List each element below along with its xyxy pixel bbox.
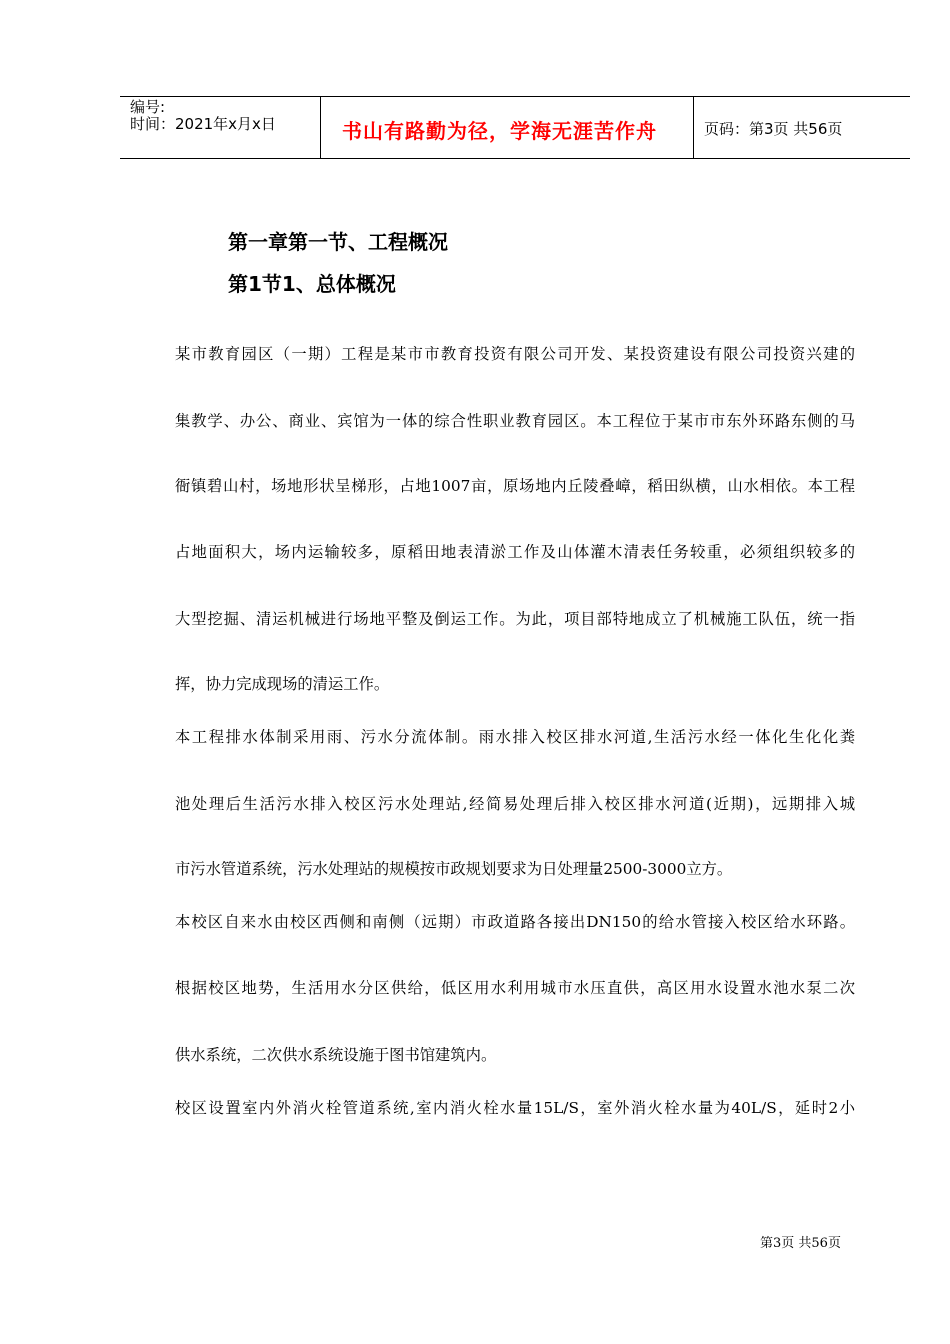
body-line: 池处理后生活污水排入校区污水处理站,经简易处理后排入校区排水河道(近期)，远期排入城 [175,795,855,813]
header-divider [320,97,321,158]
section-heading: 第1节1、总体概况 [228,272,396,296]
body-line: 大型挖掘、清运机械进行场地平整及倒运工作。为此，项目部特地成立了机械施工队伍，统一指 [175,610,855,628]
body-line: 供水系统，二次供水系统设施于图书馆建筑内。 [175,1046,497,1064]
header-page-number: 页码：第3页 共56页 [704,120,843,138]
header-meta [130,99,276,133]
body-line: 集教学、办公、商业、宾馆为一体的综合性职业教育园区。本工程位于某市市东外环路东侧的马 [175,412,855,430]
page-header [120,96,910,159]
header-divider [693,97,694,158]
page-footer: 第3页 共56页 [760,1236,841,1251]
header-motto: 书山有路勤为径，学海无涯苦作舟 [342,119,657,143]
body-line: 本工程排水体制采用雨、污水分流体制。雨水排入校区排水河道,生活污水经一体化生化化粪 [175,728,855,746]
body-line: 衙镇碧山村，场地形状呈梯形，占地1007亩，原场地内丘陵叠嶂，稻田纵横，山水相依。本工程 [175,477,855,495]
body-line: 占地面积大，场内运输较多，原稻田地表清淤工作及山体灌木清表任务较重，必须组织较多的 [175,543,855,561]
body-line: 某市教育园区（一期）工程是某市市教育投资有限公司开发、某投资建设有限公司投资兴建的 [175,345,855,363]
chapter-heading: 第一章第一节、工程概况 [228,230,448,254]
body-line: 根据校区地势，生活用水分区供给，低区用水利用城市水压直供，高区用水设置水池水泵二次 [175,979,855,997]
body-line: 市污水管道系统，污水处理站的规模按市政规划要求为日处理量2500-3000立方。 [175,860,733,878]
body-line: 校区设置室内外消火栓管道系统,室内消火栓水量15L/S，室外消火栓水量为40L/S，延时2小 [175,1099,855,1117]
time-label: 时间：2021年x月x日 [130,115,276,133]
body-line: 挥，协力完成现场的清运工作。 [175,675,390,693]
number-label: 编号: [130,98,166,116]
body-line: 本校区自来水由校区西侧和南侧（远期）市政道路各接出DN150的给水管接入校区给水环路。 [175,913,855,931]
